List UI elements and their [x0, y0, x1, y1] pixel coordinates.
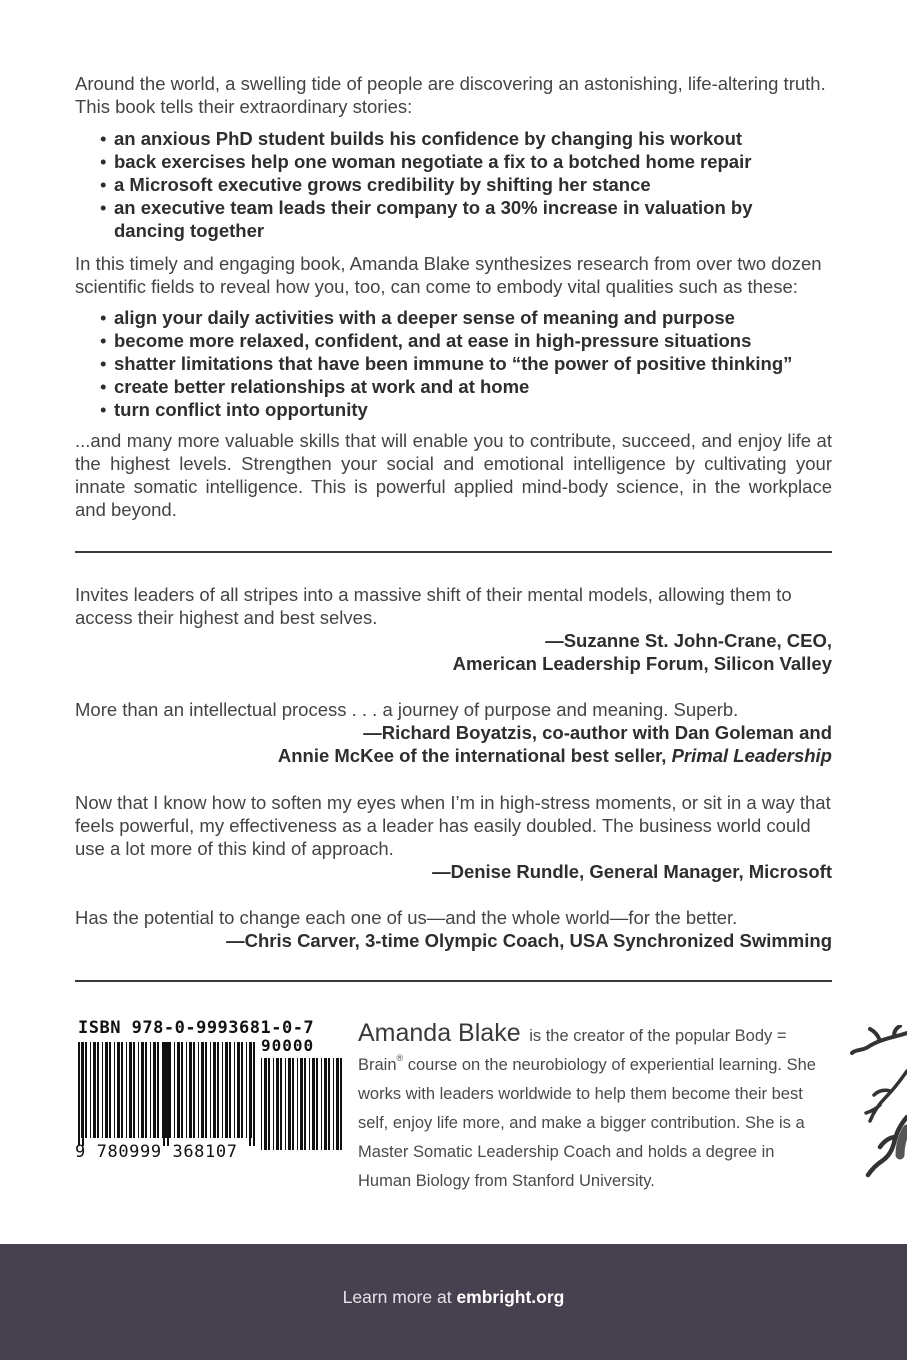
barcode-bar [297, 1058, 298, 1150]
barcode-bar [157, 1042, 159, 1138]
barcode-bar [280, 1058, 282, 1150]
author-name: Amanda Blake [358, 1019, 521, 1047]
barcode-bar [201, 1042, 204, 1138]
testimonial-4 [75, 906, 832, 952]
testimonial-2 [75, 698, 832, 767]
barcode-bar [340, 1058, 342, 1150]
barcode-guard-bar [78, 1042, 80, 1146]
barcode-bar [210, 1042, 211, 1138]
barcode-bar [229, 1042, 231, 1138]
barcode-bar [300, 1058, 303, 1150]
barcode-bar [85, 1042, 87, 1138]
price-addon-code: 90000 [261, 1036, 315, 1055]
quote-attribution: American Leadership Forum, Silicon Valley [452, 653, 832, 674]
barcode-bar [222, 1042, 223, 1138]
bullet-glyph: • [100, 376, 107, 397]
bullet-glyph: • [100, 128, 107, 149]
website-link[interactable]: embright.org [456, 1287, 565, 1307]
bullet-glyph: • [100, 353, 107, 374]
barcode-bar [304, 1058, 306, 1150]
list-item: • back exercises help one woman negotiate a fix to a botched home repair [100, 151, 752, 172]
barcode-bar [145, 1042, 147, 1138]
barcode-bar [198, 1042, 199, 1138]
list-item: • turn conflict into opportunity [100, 399, 368, 420]
barcode-bar [241, 1042, 243, 1138]
barcode-bar [117, 1042, 120, 1138]
barcode-bar [150, 1042, 151, 1138]
quote-text: Invites leaders of all stripes into a massive shift of their mental models, allowing them to access their highest and best selves. [75, 584, 792, 628]
barcode-bar [324, 1058, 327, 1150]
barcode-bar [309, 1058, 310, 1150]
barcode-bar [181, 1042, 183, 1138]
quote-attribution: —Chris Carver, 3-time Olympic Coach, USA Synchronized Swimming [226, 930, 832, 951]
registered-mark: ® [396, 1053, 404, 1063]
quote-attribution: Annie McKee of the international best seller, Primal Leadership [277, 745, 832, 766]
barcode-bar [138, 1042, 139, 1138]
barcode-bar [328, 1058, 330, 1150]
barcode-bar [97, 1042, 99, 1138]
bullet-glyph: • [100, 197, 107, 218]
quote-attribution: —Denise Rundle, General Manager, Microsoft [432, 861, 832, 882]
testimonial-3 [75, 791, 832, 883]
barcode-bar [193, 1042, 195, 1138]
barcode-bar [237, 1042, 240, 1138]
barcode-guard-bar [82, 1042, 84, 1146]
barcode-bar [177, 1042, 180, 1138]
list-item: • a Microsoft executive grows credibility by shifting her stance [100, 174, 651, 195]
bullet-glyph: • [100, 307, 107, 328]
ean-digits: 9 780999 368107 [75, 1142, 238, 1162]
branch-illustration [850, 1025, 907, 1185]
barcode-bar [261, 1058, 262, 1150]
barcode-bar [186, 1042, 187, 1138]
barcode-guard-bar [163, 1042, 165, 1146]
barcode-bar [288, 1058, 291, 1150]
barcode-bar [225, 1042, 228, 1138]
footer-text: Learn more at embright.org [342, 1287, 565, 1307]
barcode-bar [316, 1058, 318, 1150]
barcode-bar [90, 1042, 91, 1138]
barcode-guard-bar [253, 1042, 255, 1146]
quote-attribution: —Suzanne St. John-Crane, CEO, [545, 630, 832, 651]
list-item: • an executive team leads their company to a 30% increase in valuation by dancing together [100, 197, 753, 241]
barcode-bar [126, 1042, 127, 1138]
barcode-bar [114, 1042, 115, 1138]
author-bio: Amanda Blake is the creator of the popular Body = Brain® course on the neurobiology of experiential learning. She works with leaders worldwide to help them become their best self, enjoy life more, and make a bigger contribution. She is a Master Somatic Leadership Coach and holds a degree in Human Biology from Stanford University. [358, 1019, 816, 1190]
section-divider [75, 980, 832, 982]
barcode-bar [105, 1042, 108, 1138]
barcode-bar [312, 1058, 315, 1150]
barcode-bar [189, 1042, 192, 1138]
barcode-bar [109, 1042, 111, 1138]
bullet-glyph: • [100, 330, 107, 351]
intro-paragraph: Around the world, a swelling tide of people are discovering an astonishing, life-altering truth. This book tells their extraordinary stories: [75, 73, 826, 117]
barcode-guard-bar [167, 1042, 169, 1146]
barcode-bar [213, 1042, 216, 1138]
list-item: • become more relaxed, confident, and at ease in high-pressure situations [100, 330, 752, 351]
quote-text: Now that I know how to soften my eyes when I’m in high-stress moments, or sit in a way that feels powerful, my effectiveness as a leader has easily doubled. The business world could use a lot more of this kind of approach. [75, 792, 831, 859]
barcode-bar [162, 1042, 163, 1138]
list-item: • shatter limitations that have been immune to “the power of positive thinking” [100, 353, 793, 374]
book-title: Primal Leadership [671, 745, 832, 766]
barcode-bar [333, 1058, 334, 1150]
closing-paragraph: ...and many more valuable skills that will enable you to contribute, succeed, and enjoy life at the highest levels. Strengthen your social and emotional intelligence by cultivating your innate somatic intelligence. This is powerful applied mind-body science, in the workplace and beyond. [75, 430, 832, 520]
testimonial-1 [75, 583, 832, 675]
barcode-bar [174, 1042, 175, 1138]
barcode-bar [268, 1058, 270, 1150]
bullet-glyph: • [100, 151, 107, 172]
section-divider [75, 551, 832, 553]
qualities-list [100, 306, 820, 421]
quote-text: Has the potential to change each one of us—and the whole world—for the better. [75, 907, 738, 928]
stories-list [100, 127, 820, 242]
barcode-bar [292, 1058, 294, 1150]
barcode-bar [141, 1042, 144, 1138]
barcode-bar [133, 1042, 135, 1138]
isbn-label: ISBN 978-0-9993681-0-7 [78, 1018, 315, 1038]
barcode-bar [205, 1042, 207, 1138]
list-item: • an anxious PhD student builds his confidence by changing his workout [100, 128, 743, 149]
bullet-glyph: • [100, 174, 107, 195]
barcode-bar [276, 1058, 279, 1150]
bullet-glyph: • [100, 399, 107, 420]
barcode-bar [273, 1058, 274, 1150]
barcode-bar [285, 1058, 286, 1150]
barcode-bar [121, 1042, 123, 1138]
list-item: • create better relationships at work and at home [100, 376, 530, 397]
isbn-barcode [75, 1018, 347, 1166]
barcode-bar [129, 1042, 132, 1138]
barcode-bar [217, 1042, 219, 1138]
barcode-bar [234, 1042, 235, 1138]
barcode-bar [102, 1042, 103, 1138]
barcode-bar [264, 1058, 267, 1150]
barcode-bar [321, 1058, 322, 1150]
barcode-bar [169, 1042, 171, 1138]
barcode-bar [93, 1042, 96, 1138]
barcode-bar [246, 1042, 247, 1138]
list-item: • align your daily activities with a deeper sense of meaning and purpose [100, 307, 735, 328]
synthesis-paragraph: In this timely and engaging book, Amanda Blake synthesizes research from over two dozen scientific fields to reveal how you, too, can come to embody vital qualities such as these: [75, 253, 822, 297]
barcode-bar [336, 1058, 339, 1150]
footer-bar [0, 1244, 907, 1360]
quote-text: More than an intellectual process . . . a journey of purpose and meaning. Superb. [75, 699, 739, 720]
barcode-bar [153, 1042, 156, 1138]
quote-attribution: —Richard Boyatzis, co-author with Dan Goleman and [363, 722, 832, 743]
barcode-guard-bar [249, 1042, 251, 1146]
